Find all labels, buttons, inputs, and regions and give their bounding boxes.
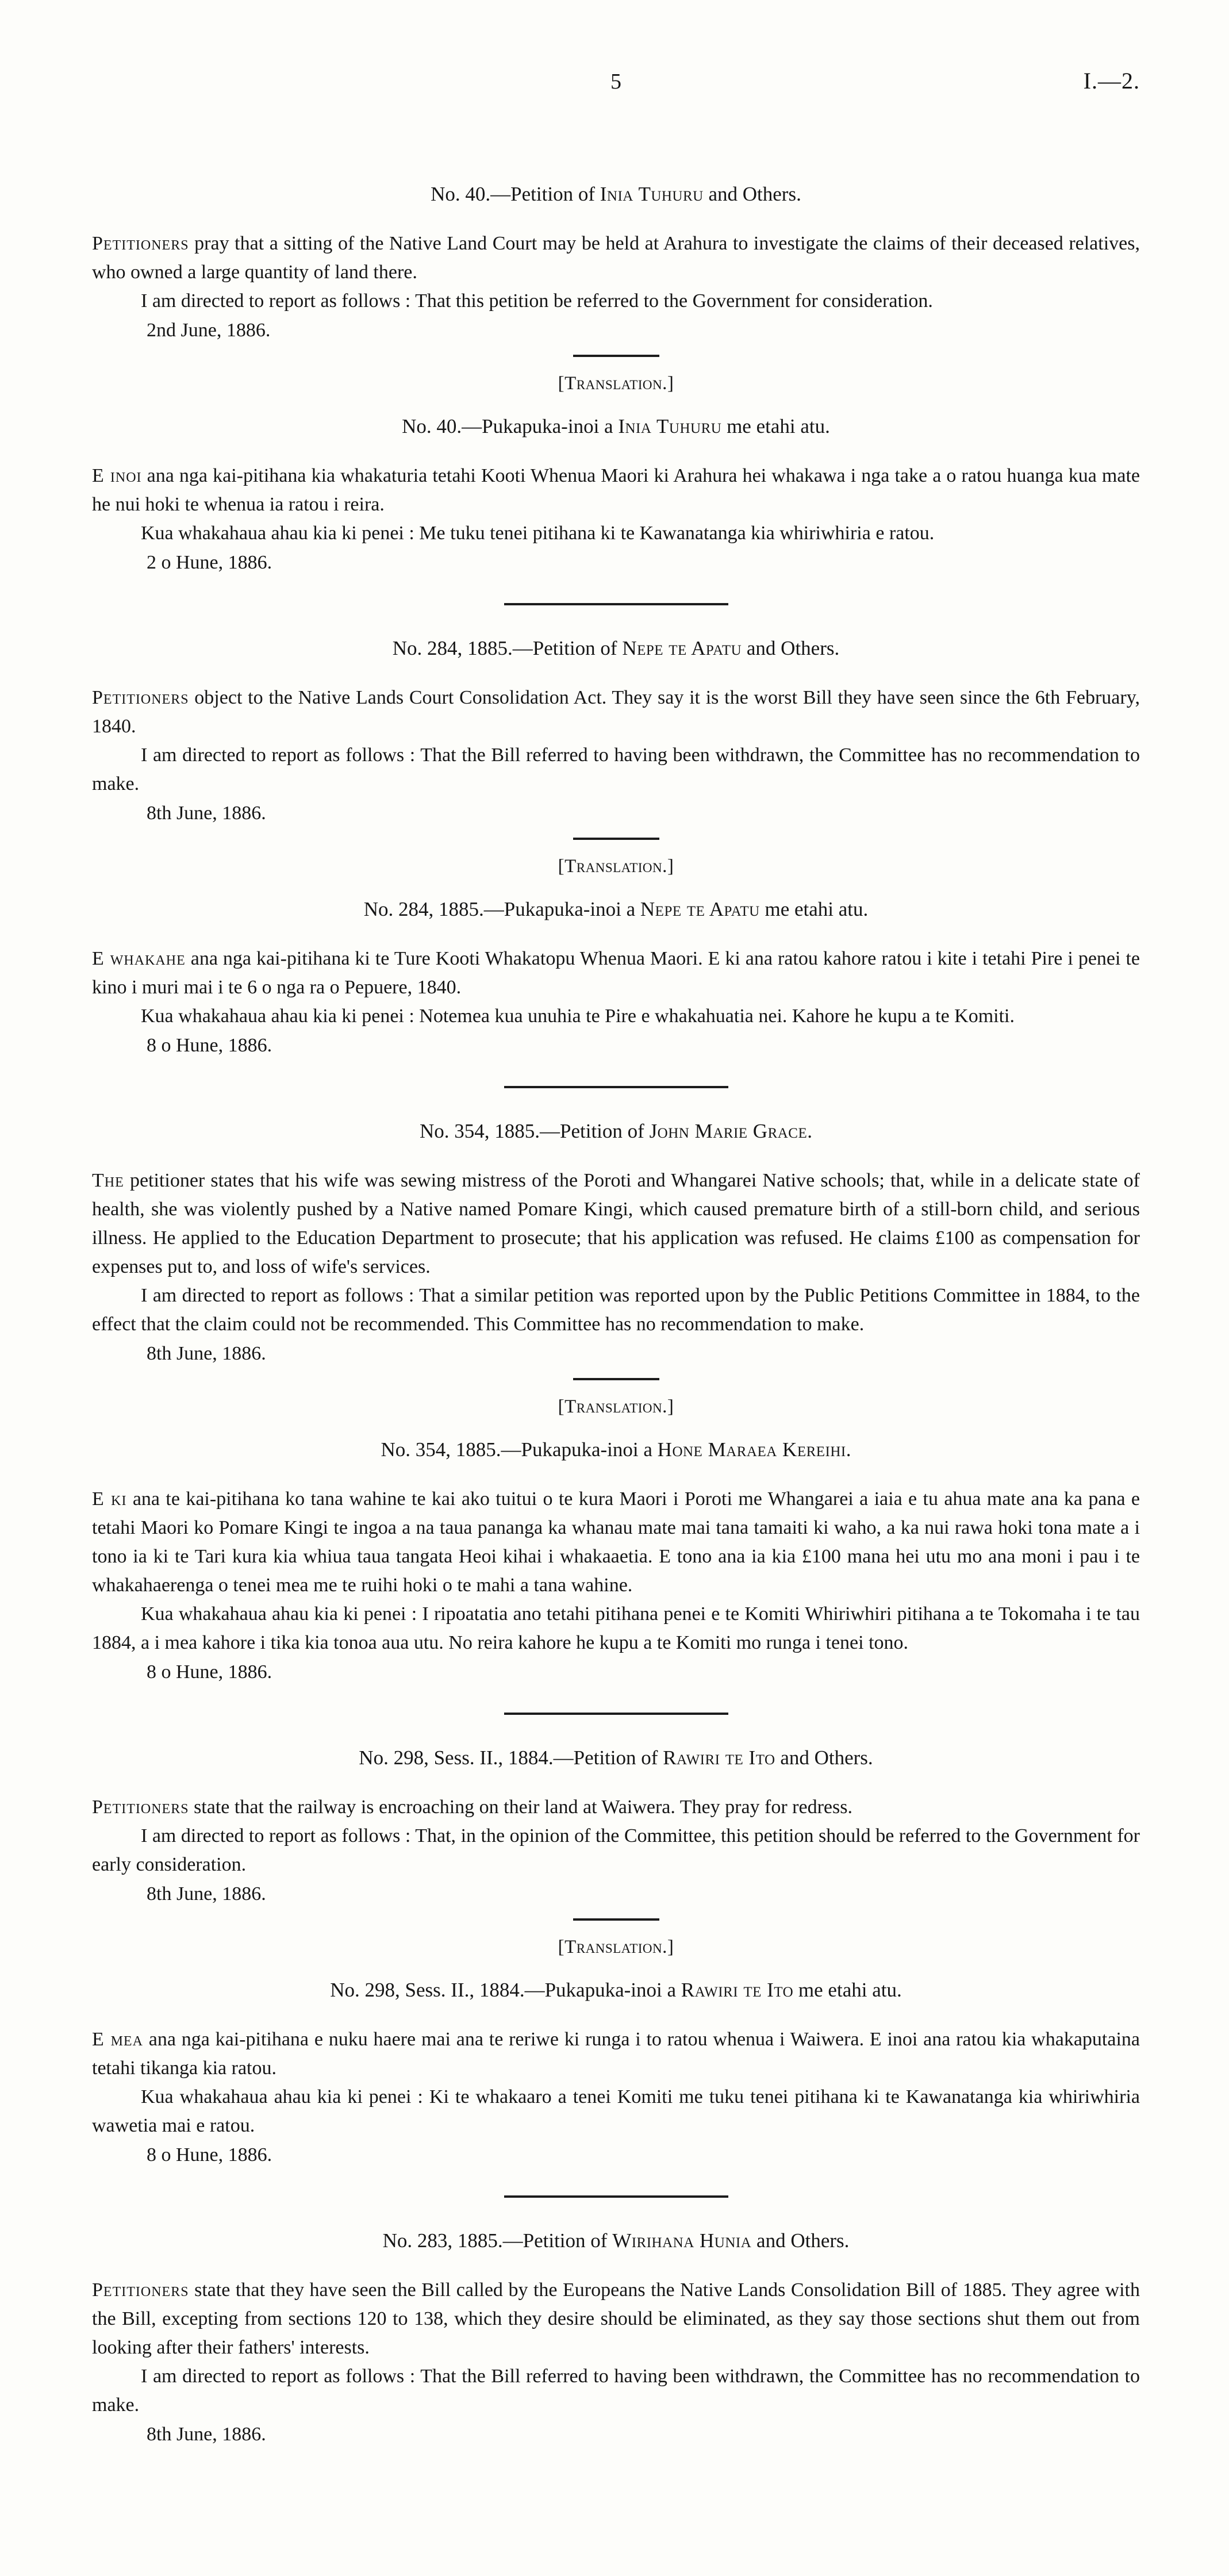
petition-date: 8th June, 1886. [147,803,266,824]
petitioner-name: Rawiri te Ito [663,1746,775,1769]
section-divider-rule [504,1713,728,1715]
petition-section-284 [92,635,1140,1088]
petition-heading [92,181,1140,208]
page-header [92,68,1140,95]
heading-suffix: . [807,1120,812,1142]
heading-suffix: me etahi atu. [793,1979,902,2001]
petition-paragraph [92,1822,1140,1879]
petition-paragraph [92,1281,1140,1339]
paragraph-text: I am directed to report as follows : That this petition be referred to the Government for consideration. [141,290,933,312]
petition-date: 8th June, 1886. [147,1343,266,1364]
lead-word: Petitioners [92,687,189,708]
petition-paragraph [92,1793,1140,1822]
translation-heading [92,1437,1140,1463]
translation-paragraph [92,2025,1140,2083]
petitioner-name: Nepe te Apatu [640,898,760,920]
heading-suffix: and Others. [703,183,801,205]
lead-word: Petitioners [92,1796,189,1818]
paragraph-text: petitioner states that his wife was sewing mistress of the Poroti and Whangarei Native schools; that, while in a delicate state of health, she was violently pushed by a Native named Pomare Kingi, which caused premature birth of a still-born child, and serious illness. He applied to the Education Department to prosecute; that his application was refused. He claims £100 as compensation for expenses put to, and loss of wife's services. [92,1170,1140,1277]
lead-word: The [92,1170,124,1191]
petition-date: 8th June, 1886. [147,2424,266,2445]
petitioner-name: Inia Tuhuru [600,183,704,205]
paragraph-text: I am directed to report as follows : That, in the opinion of the Committee, this petition should be referred to the Government for early consideration. [92,1825,1140,1875]
page-number: 5 [610,70,621,94]
petition-heading [92,2228,1140,2254]
heading-prefix: No. 354, 1885.—Pukapuka-inoi a [381,1438,658,1461]
petition-heading [92,1745,1140,1771]
petition-date: 8th June, 1886. [147,1883,266,1905]
petition-paragraph [92,741,1140,798]
heading-prefix: No. 40.—Petition of [431,183,600,205]
petition-section-40 [92,181,1140,605]
translation-date: 8 o Hune, 1886. [147,2144,272,2166]
translation-paragraph [92,462,1140,519]
heading-prefix: No. 284, 1885.—Pukapuka-inoi a [363,898,640,920]
petitioner-name: John Marie Grace [649,1120,808,1142]
paragraph-text: state that they have seen the Bill called by the Europeans the Native Lands Consolidation Bill of 1885. They agree with the Bill, excepting from sections 120 to 138, which they desire should be eliminated, as they say those sections shut them out from looking after their fathers' interests. [92,2279,1140,2358]
heading-prefix: No. 354, 1885.—Petition of [419,1120,650,1142]
translation-heading [92,896,1140,923]
paragraph-text: Kua whakahaua ahau kia ki penei : Ki te whakaaro a tenei Komiti me tuku tenei pitihana ki te Kawanatanga kia whiriwhiria wawetia mai e ratou. [92,2086,1140,2136]
heading-prefix: No. 40.—Pukapuka-inoi a [402,415,619,437]
translation-label: [Translation.] [558,856,674,877]
translation-date: 2 o Hune, 1886. [147,552,272,573]
divider-rule [573,1378,659,1380]
paragraph-text: ana nga kai-pitihana e nuku haere mai ana te reriwe ki runga i to ratou whenua i Waiwera. E inoi ana ratou kia whakaputaina tetahi tikanga kia ratou. [92,2029,1140,2079]
petitioner-name: Hone Maraea Kereihi [657,1438,846,1461]
petition-paragraph [92,684,1140,741]
petition-section-354 [92,1118,1140,1715]
lead-word: E mea [92,2029,143,2050]
paragraph-text: I am directed to report as follows : That the Bill referred to having been withdrawn, the Committee has no recommendation to make. [92,744,1140,794]
translation-heading [92,1977,1140,2003]
heading-suffix: and Others. [742,637,840,659]
translation-paragraph [92,1600,1140,1657]
section-divider-rule [504,2195,728,2198]
heading-suffix: me etahi atu. [721,415,830,437]
heading-prefix: No. 284, 1885.—Petition of [392,637,623,659]
paragraph-text: I am directed to report as follows : That the Bill referred to having been withdrawn, the Committee has no recommendation to make. [92,2366,1140,2416]
petition-section-298 [92,1745,1140,2198]
section-divider-rule [504,1086,728,1088]
petition-section-283 [92,2228,1140,2450]
translation-date: 8 o Hune, 1886. [147,1035,272,1056]
petition-paragraph [92,2276,1140,2362]
paragraph-text: Kua whakahaua ahau kia ki penei : I ripoatatia ano tetahi pitihana penei e te Komiti Whiriwhiri pitihana a te Tokomaha i te tau 1884, a i mea kahore i tika kia tonoa aua utu. No reira kahore he kupu a te Komiti mo runga i tenei tono. [92,1603,1140,1653]
paragraph-text: Kua whakahaua ahau kia ki penei : Notemea kua unuhia te Pire e whakahuatia nei. Kahore he kupu a te Komiti. [141,1005,1015,1027]
lead-word: Petitioners [92,233,189,254]
petition-heading [92,635,1140,662]
heading-prefix: No. 283, 1885.—Petition of [382,2229,613,2252]
heading-suffix: . [846,1438,851,1461]
divider-rule [573,355,659,357]
lead-word: E whakahe [92,948,186,969]
petition-date: 2nd June, 1886. [147,320,271,341]
divider-rule [573,1918,659,1921]
translation-label: [Translation.] [558,1396,674,1417]
heading-prefix: No. 298, Sess. II., 1884.—Petition of [359,1746,663,1769]
translation-paragraph [92,945,1140,1002]
translation-paragraph [92,2083,1140,2140]
paper-reference: I.—2. [1083,68,1140,94]
translation-heading [92,413,1140,440]
petition-heading [92,1118,1140,1145]
heading-suffix: and Others. [775,1746,873,1769]
translation-label: [Translation.] [558,1937,674,1957]
translation-paragraph [92,519,1140,548]
petitioner-name: Nepe te Apatu [622,637,742,659]
translation-label: [Translation.] [558,373,674,394]
heading-suffix: and Others. [751,2229,850,2252]
heading-suffix: me etahi atu. [759,898,869,920]
petition-paragraph [92,1166,1140,1281]
lead-word: E inoi [92,465,142,486]
petition-paragraph [92,229,1140,287]
paragraph-text: Kua whakahaua ahau kia ki penei : Me tuku tenei pitihana ki te Kawanatanga kia whiriwhiria e ratou. [141,523,935,544]
petitioner-name: Rawiri te Ito [681,1979,794,2001]
paragraph-text: ana te kai-pitihana ko tana wahine te kai ako tuitui o te kura Maori i Poroti me Whangarei a iaia e tu ahua mate ana ka pana e tetahi Maori ko Pomare Kingi te ingoa a na taua pananga ka whanau mate mai tana tamaiti ki waho, a ka nui rawa hoki tona mate a i tono ia ki te Tari kura kia whiua taua tangata Heoi kihai i whakaaetia. E tono ana ia kia £100 mana hei utu mo ana moni i pau i te whakahaerenga o tenei mea me te ruihi hoki o te mahi a tana wahine. [92,1488,1140,1596]
petitioner-name: Inia Tuhuru [618,415,722,437]
petition-paragraph [92,287,1140,316]
paragraph-text: ana nga kai-pitihana kia whakaturia tetahi Kooti Whenua Maori ki Arahura hei whakawa i nga take a o ratou huanga kua mate he nui hoki te whenua ia ratou i reira. [92,465,1140,515]
paragraph-text: I am directed to report as follows : That a similar petition was reported upon by the Public Petitions Committee in 1884, to the effect that the claim could not be recommended. This Committee has no recommendation to make. [92,1285,1140,1335]
heading-prefix: No. 298, Sess. II., 1884.—Pukapuka-inoi a [330,1979,681,2001]
paragraph-text: pray that a sitting of the Native Land Court may be held at Arahura to investigate the claims of their deceased relatives, who owned a large quantity of land there. [92,233,1140,283]
translation-paragraph [92,1485,1140,1600]
lead-word: E ki [92,1488,127,1510]
paragraph-text: object to the Native Lands Court Consolidation Act. They say it is the worst Bill they have seen since the 6th February, 1840. [92,687,1140,737]
petition-paragraph [92,2362,1140,2420]
paragraph-text: ana nga kai-pitihana ki te Ture Kooti Whakatopu Whenua Maori. E ki ana ratou kahore ratou i kite i tetahi Pire i penei te kino i muri mai i te 6 o nga ra o Pepuere, 1840. [92,948,1140,998]
divider-rule [573,838,659,840]
petitioner-name: Wirihana Hunia [612,2229,752,2252]
translation-date: 8 o Hune, 1886. [147,1661,272,1683]
section-divider-rule [504,603,728,605]
lead-word: Petitioners [92,2279,189,2301]
translation-paragraph [92,1002,1140,1031]
paragraph-text: state that the railway is encroaching on their land at Waiwera. They pray for redress. [189,1796,852,1818]
